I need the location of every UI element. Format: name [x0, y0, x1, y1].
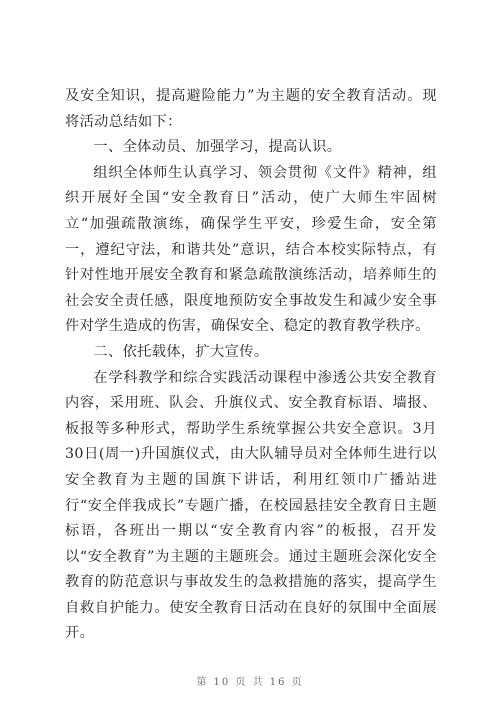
- paragraph-1: 组织全体师生认真学习、领会贯彻《文件》精神，组织开展好全国“安全教育日”活动，使广大师生牢固树立“加强疏散演练，确保学生平安，珍爱生命，安全第一，遵纪守法，和谐共处”意识，结合本校实际特点，有针对性地开展安全教育和紧急疏散演练活动，培养师生的社会安全责任感，限度地预防安全事故发生和减少安全事件对学生造成的伤害，确保安全、稳定的教育教学秩序。: [65, 164, 437, 335]
- paragraph-continuation: 及安全知识，提高避险能力”为主题的安全教育活动。现将活动总结如下：: [65, 88, 437, 130]
- page-number-footer: 第 10 页 共 16 页: [196, 677, 304, 688]
- section-heading-1: 一、全体动员、加强学习，提高认识。: [93, 139, 342, 156]
- paragraph-2: 在学科教学和综合实践活动课程中渗透公共安全教育内容，采用班、队会、升旗仪式、安全教育标语、墙报、板报等多种形式，帮助学生系统掌握公共安全意识。3月30日(周一)升国旗仪式，由大队辅导员对全体师生进行以安全教育为主题的国旗下讲话，利用红领巾广播站进行“安全伴我成长”专题广播，在校园悬挂安全教育日主题标语，各班出一期以“安全教育内容”的板报，召开发以“安全教育”为主题的主题班会。通过主题班会深化安全教育的防范意识与事故发生的急救措施的落实，提高学生自救自护能力。使安全教育日活动在良好的氛围中全面展开。: [65, 369, 437, 642]
- document-body: [65, 84, 437, 647]
- section-heading-2: 二、依托载体，扩大宣传。: [93, 343, 269, 360]
